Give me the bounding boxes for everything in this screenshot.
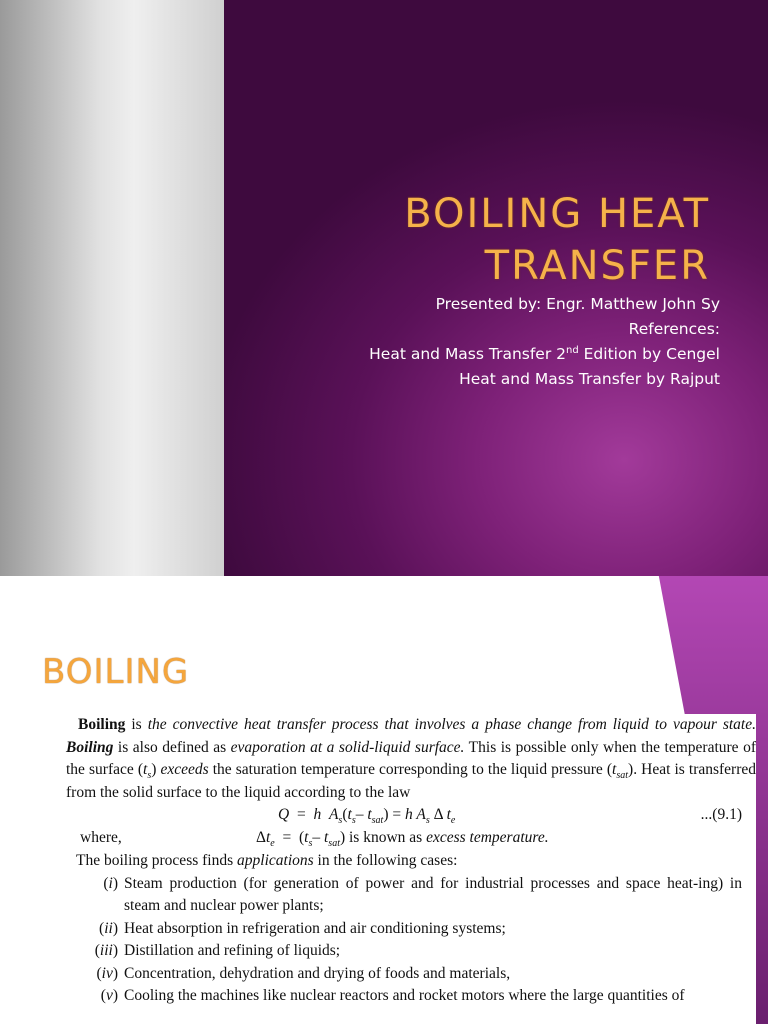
textbook-excerpt: [66, 714, 756, 1024]
presenter-line: Presented by: Engr. Matthew John Sy: [435, 295, 720, 313]
boiling-slide: [0, 576, 768, 1024]
list-item: (iv) Concentration, dehydration and drying of foods and materials,: [96, 964, 511, 982]
reference-cengel: Heat and Mass Transfer 2nd Edition by Cengel: [369, 344, 720, 363]
grey-side-panel: [0, 0, 224, 576]
list-item: (iii) Distillation and refining of liquids;: [94, 942, 341, 959]
reference-rajput: Heat and Mass Transfer by Rajput: [459, 370, 720, 388]
slide-title: [340, 188, 710, 292]
equation-row: [66, 804, 756, 827]
list-item: (v) Cooling the machines like nuclear reactors and rocket motors where the large quantities of: [100, 987, 685, 1004]
where-row: [66, 827, 756, 850]
title-line-2: TRANSFER: [484, 243, 710, 289]
definition-paragraph: Boiling is the convective heat transfer process that involves a phase change from liquid to vapour state. Boiling is also defined as evaporation at a solid-liquid surface. This is possible only when the temperature of the surface $(t_s)$ exceeds the saturation temperature corresponding to the liquid pressure $(t_{sat})$. Heat is transferred from the solid surface to the liquid according to the law: [66, 716, 757, 801]
where-label: where,: [80, 829, 122, 846]
slide-subtitle: [240, 292, 720, 392]
list-item: (ii) Heat absorption in refrigeration and air conditioning systems;: [99, 919, 506, 937]
excess-temperature-definition: $\Delta t_e = (t_s-$ $t_{sat}$) is known as excess temperature.: [256, 829, 549, 850]
references-label: References:: [628, 320, 720, 338]
title-line-1: BOILING HEAT: [404, 191, 710, 237]
equation-number: ...(9.1): [700, 806, 742, 823]
boiling-heading: BOILING: [42, 652, 190, 692]
list-item: (i) Steam production (for generation of power and for industrial processes and space heat-ing) in steam and nuclear power plants;: [103, 874, 742, 914]
applications-list: [66, 873, 756, 1008]
heat-transfer-equation: Q = h $A_s(t_s-$ $t_{sat}) = h$ $A_s$ Δ $t_e$: [278, 806, 456, 827]
applications-intro: The boiling process finds applications in the following cases:: [76, 852, 458, 869]
